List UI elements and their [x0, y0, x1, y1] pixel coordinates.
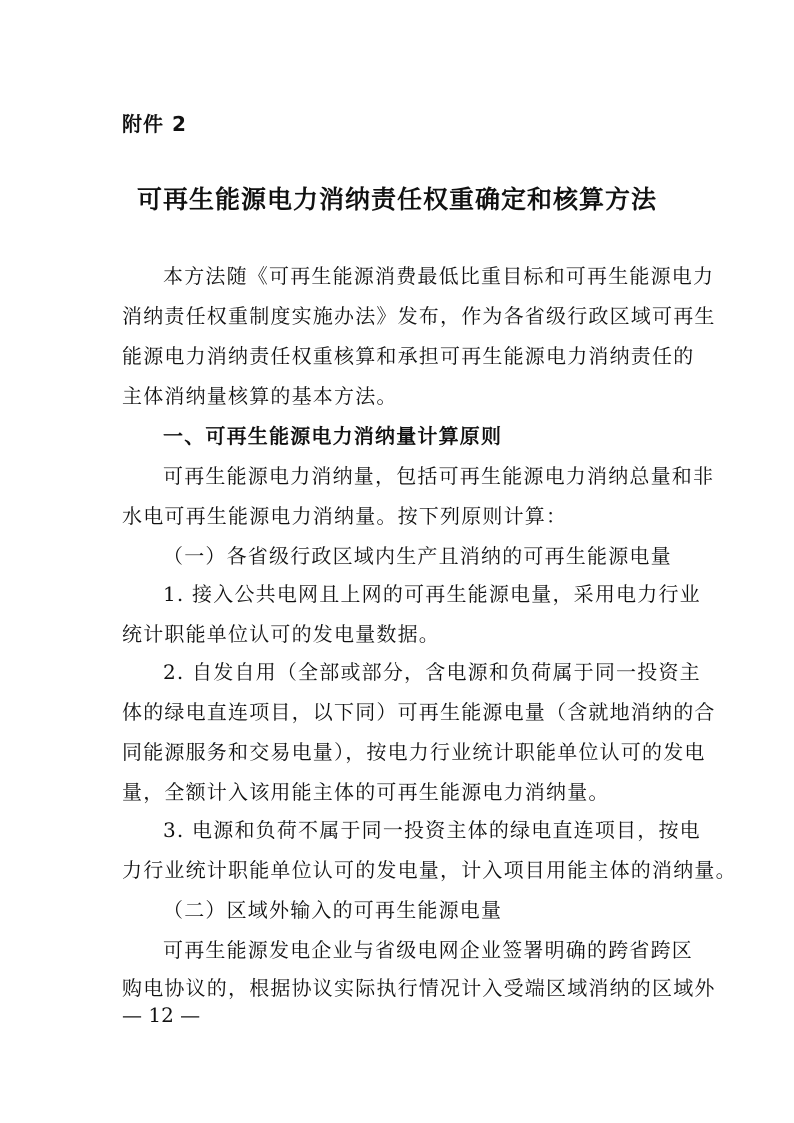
p1-line-2: 水电可再生能源电力消纳量。按下列原则计算：: [122, 504, 568, 528]
item3-line-1: 3. 电源和负荷不属于同一投资主体的绿电直连项目，按电: [163, 818, 701, 842]
page-number: — 12 —: [122, 1003, 201, 1027]
item2-line-1: 2. 自发自用（全部或部分，含电源和负荷属于同一投资主: [163, 660, 701, 684]
item1-line-1: 1. 接入公共电网且上网的可再生能源电量，采用电力行业: [163, 582, 701, 606]
section-heading-1: 一、可再生能源电力消纳量计算原则: [163, 424, 503, 448]
item2-line-4: 量，全额计入该用能主体的可再生能源电力消纳量。: [122, 780, 610, 804]
subsection-heading-1: （一）各省级行政区域内生产且消纳的可再生能源电量: [163, 544, 672, 568]
p2-line-1: 可再生能源发电企业与省级电网企业签署明确的跨省跨区: [163, 938, 693, 962]
intro-line-2: 消纳责任权重制度实施办法》发布，作为各省级行政区域可再生: [122, 304, 716, 328]
p2-line-2: 购电协议的，根据协议实际执行情况计入受端区域消纳的区域外: [122, 976, 716, 1000]
item2-line-3: 同能源服务和交易电量），按电力行业统计职能单位认可的发电: [122, 740, 706, 764]
intro-line-4: 主体消纳量核算的基本方法。: [122, 384, 398, 408]
item1-line-2: 统计职能单位认可的发电量数据。: [122, 622, 440, 646]
attachment-label: 附件 2: [122, 112, 187, 136]
item3-line-2: 力行业统计职能单位认可的发电量，计入项目用能主体的消纳量。: [122, 858, 737, 882]
intro-line-1: 本方法随《可再生能源消费最低比重目标和可再生能源电力: [163, 264, 715, 288]
intro-line-3: 能源电力消纳责任权重核算和承担可再生能源电力消纳责任的: [122, 344, 695, 368]
subsection-heading-2: （二）区域外输入的可再生能源电量: [163, 898, 503, 922]
item2-line-2: 体的绿电直连项目，以下同）可再生能源电量（含就地消纳的合: [122, 700, 716, 724]
document-title: 可再生能源电力消纳责任权重确定和核算方法: [136, 185, 657, 214]
p1-line-1: 可再生能源电力消纳量，包括可再生能源电力消纳总量和非: [163, 464, 715, 488]
